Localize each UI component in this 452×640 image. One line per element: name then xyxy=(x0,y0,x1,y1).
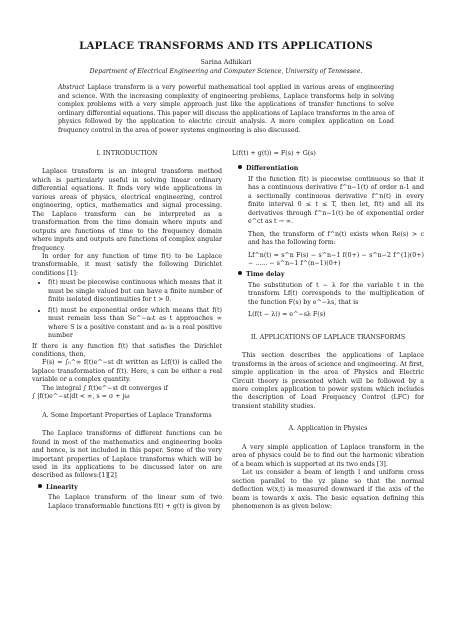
abstract xyxy=(58,84,394,136)
paragraph: The integral ∫ f(t)e^−st dt converges if xyxy=(42,384,168,392)
equation-differentiation: Lf^n(t) = s^n F(s) − s^n−1 f(0+) − s^n−2 f^(1)(0+) − ...... − s^n−1 f^(n−1)(0+) xyxy=(248,251,424,267)
paragraph: If the function f(t) is piecewise continuous so that it has a continuous derivative f^n−1(t) of order n-1 and a sectionally continuous derivative f^n(t) in every finite interval 0 ≤ t ≤ T, then let, f(t) and all its derivatives through f^n−1(t) be of exponential order e^ct as t → ∞. xyxy=(248,175,424,226)
paragraph: Let us consider a beam of length l and uniform cross section parallel to the yz plane so that the normal deflection w(x,t) is measured downward if the axis of the beam is towards x axis. The basic equation defining this phenomenon is as given below: xyxy=(232,469,424,510)
property-heading-linearity: Linearity xyxy=(38,484,222,492)
paragraph: Then, the transform of f^n(t) exists when Re(s) > c and has the following form: xyxy=(248,230,424,247)
bullet-icon xyxy=(238,271,242,275)
abstract-label: Abstract xyxy=(58,84,85,91)
paragraph: In order for any function of time f(t) to be Laplace transformable, it must satisfy the following Dirichlet conditions [1]: xyxy=(32,252,222,277)
equation-definition: F(s) = ∫₀^∞ f(t)e^−st dt written as L(f(t)) is called the laplace transformation of f(t). Here, s can be either a real variable or a complex quantity. xyxy=(32,359,222,384)
paragraph: This section describes the applications of Laplace transforms in the areas of science and engineering. At first, simple application in the area of Physics and Electric Circuit theory is presented which will be followed by a more complex application to power system which includes the description of Load Frequency Control (LFC) for transient stability studies. xyxy=(232,352,424,410)
paper-title: LAPLACE TRANSFORMS AND ITS APPLICATIONS xyxy=(79,40,373,52)
right-column xyxy=(232,150,424,511)
paragraph: If there is any function f(t) that satisfies the Dirichlet conditions, then, xyxy=(32,342,222,358)
equation-linearity: L(f(t) + g(t)) = F(s) + G(s) xyxy=(232,150,316,157)
property-heading-time-delay: Time delay xyxy=(238,271,424,279)
author-name: Sarina Adhikari xyxy=(200,58,252,66)
bullet-icon xyxy=(38,484,42,488)
paragraph: A very simple application of Laplace transform in the area of physics could be to find out the harmonic vibration of a beam which is supported at its two ends [3]. xyxy=(232,443,424,468)
property-heading-differentiation: Differentiation xyxy=(238,165,424,173)
bullet-icon xyxy=(238,165,242,169)
section-heading-introduction: I. INTRODUCTION xyxy=(96,150,158,157)
left-column xyxy=(32,150,222,511)
paragraph: Laplace transform is an integral transform method which is particularly useful in solving linear ordinary differential equations. It finds very wide applications in various areas of physics, electrical engineering, control engineering, optics, mathematics and signal processing. The Laplace transform can be interpreted as a transformation from the time domain where inputs and outputs are functions of time to the frequency domain where inputs and outputs are functions of complex angular frequency. xyxy=(32,168,222,252)
section-heading-applications: II. APPLICATIONS OF LAPLACE TRANSFORMS xyxy=(250,333,406,341)
subsection-heading-properties: A. Some Important Properties of Laplace Transforms xyxy=(42,411,212,419)
equation: ∫ |f(t)e^−st|dt < ∞, s = σ + jω xyxy=(32,393,130,401)
list-item: • f(t) must be exponential order which means that f(t) must remain less than Se^−a₀t as t approaches ∞ where S is a positive constant and a₀ is a real positive number xyxy=(48,307,222,341)
paragraph: The substitution of t − λ for the variable t in the transform Lf(t) corresponds to the multiplication of the function F(s) by e^−λs, that is xyxy=(248,281,424,306)
property-body-linearity: The Laplace transform of the linear sum of two Laplace transformable functions f(t) + g(t) is given by xyxy=(48,494,222,510)
list-item: • f(t) must be piecewise continuous which means that it must be single valued but can have a finite number of finite isolated discontinuities for t > 0. xyxy=(48,279,222,304)
equation-time-delay: L(f(t − λ)) = e^−sλ F(s) xyxy=(248,311,326,319)
dirichlet-conditions-list xyxy=(32,279,222,340)
subsection-heading-physics: A. Application in Physics xyxy=(288,425,368,433)
paragraph: The Laplace transforms of different functions can be found in most of the mathematics and engineering books and hence, is not included in this paper. Some of the very important properties of Laplace transforms which will be used in its applications to be discussed later on are described as follows:[1][2] xyxy=(32,430,222,480)
abstract-text: Laplace transform is a very powerful mathematical tool applied in various areas of engineering and science. With the increasing complexity of engineering problems, Laplace transforms help in solving complex problems with a very simple approach just like the applications of transfer functions to solve ordinary differential equations. This paper will discuss the applications of Laplace transforms in the area of physics followed by the application to electric circuit analysis. A more complex application on Load frequency control in the area of power systems engineering is also discussed. xyxy=(58,84,394,134)
author-affiliation: Department of Electrical Engineering and Computer Science, University of Tennessee. xyxy=(89,68,363,75)
